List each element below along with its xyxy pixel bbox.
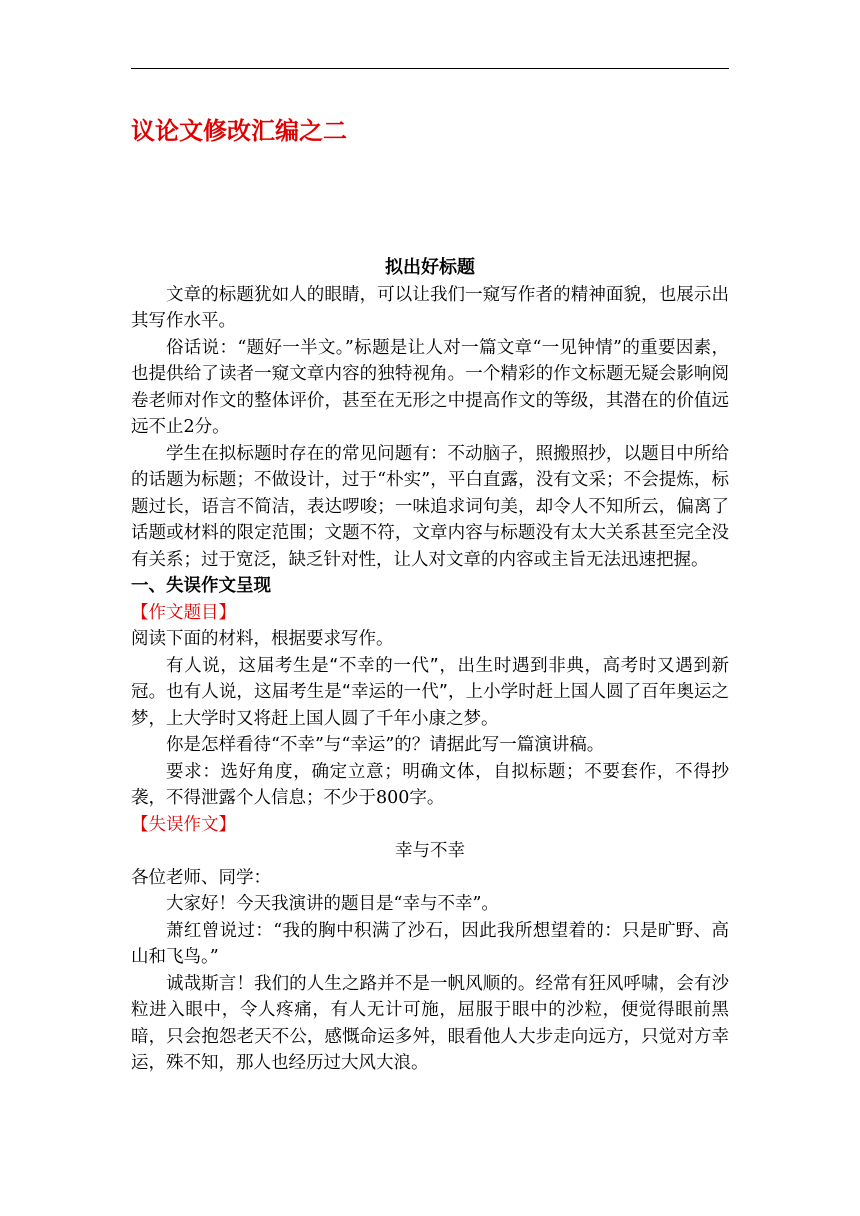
intro-paragraph: 学生在拟标题时存在的常见问题有：不动脑子，照搬照抄，以题目中所给的话题为标题；不做设计，过于“朴实”，平白直露，没有文采；不会提炼，标题过长，语言不简洁，表达啰唆；一味追求词句美，却令人不知所云，偏离了话题或材料的限定范围；文题不符，文章内容与标题没有太大关系甚至完全没有关系；过于宽泛，缺乏针对性，让人对文章的内容或主旨无法迅速把握。 xyxy=(131,443,729,570)
document-body xyxy=(131,255,729,1077)
document-title: 议论文修改汇编之二 xyxy=(131,117,347,145)
intro-paragraph: 文章的标题犹如人的眼睛，可以让我们一窥写作者的精神面貌，也展示出其写作水平。 xyxy=(131,284,729,331)
section-title: 拟出好标题 xyxy=(385,257,475,278)
essay-paragraph: 萧红曾说过：“我的胸中积满了沙石，因此我所想望着的：只是旷野、高山和飞鸟。” xyxy=(131,920,729,967)
prompt-label: 【作文题目】 xyxy=(131,602,236,623)
intro-paragraph: 俗话说：“题好一半文。”标题是让人对一篇文章“一见钟情”的重要因素，也提供给了读者一窥文章内容的独特视角。一个精彩的作文标题无疑会影响阅卷老师对作文的整体评价，甚至在无形之中提高作文的等级，其潜在的价值远远不止2分。 xyxy=(131,337,729,437)
prompt-intro: 阅读下面的材料，根据要求写作。 xyxy=(131,629,394,649)
part-heading: 一、失误作文呈现 xyxy=(131,576,271,596)
prompt-material: 有人说，这届考生是“不幸的一代”，出生时遇到非典，高考时又遇到新冠。也有人说，这届考生是“幸运的一代”，上小学时赶上国人圆了百年奥运之梦，上大学时又将赶上国人圆了千年小康之梦。 xyxy=(131,655,729,729)
prompt-requirements: 要求：选好角度，确定立意；明确文体，自拟标题；不要套作，不得抄袭，不得泄露个人信息；不少于800字。 xyxy=(131,761,729,808)
essay-salutation: 各位老师、同学： xyxy=(131,867,271,888)
essay-label: 【失误作文】 xyxy=(131,814,236,835)
prompt-question: 你是怎样看待“不幸”与“幸运”的？请据此写一篇演讲稿。 xyxy=(166,735,605,755)
header-rule xyxy=(131,68,729,69)
essay-title: 幸与不幸 xyxy=(395,841,465,861)
essay-paragraph: 大家好！今天我演讲的题目是“幸与不幸”。 xyxy=(166,894,499,914)
essay-paragraph: 诚哉斯言！我们的人生之路并不是一帆风顺的。经常有狂风呼啸，会有沙粒进入眼中，令人疼痛，有人无计可施，屈服于眼中的沙粒，便觉得眼前黑暗，只会抱怨老天不公，感慨命运多舛，眼看他人大步走向远方，只觉对方幸运，殊不知，那人也经历过大风大浪。 xyxy=(131,973,729,1073)
